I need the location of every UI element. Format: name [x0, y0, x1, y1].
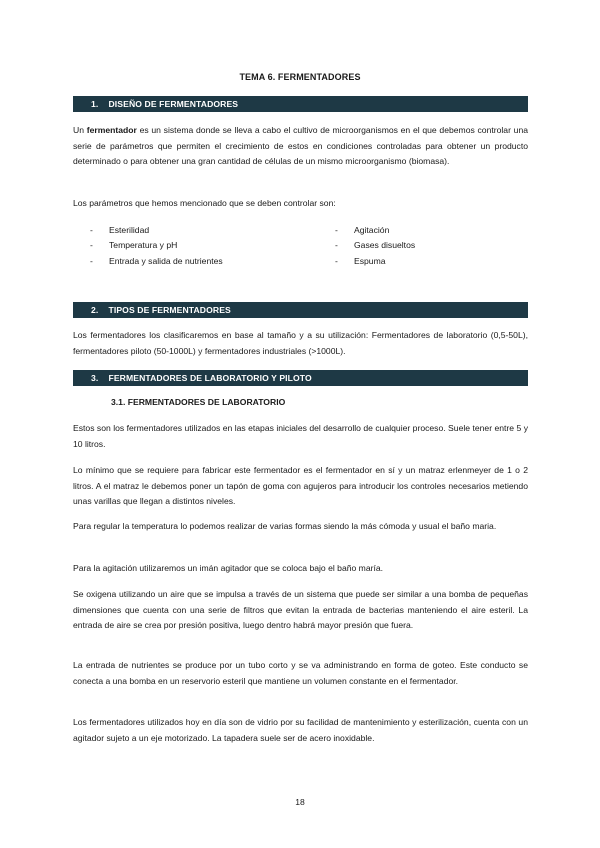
list-item: - Entrada y salida de nutrientes [90, 256, 223, 266]
body-paragraph: Los fermentadores utilizados hoy en día son de vidrio por su facilidad de mantenimiento y esterilización, cuenta con un agitador sujeto a un eje motorizado. La tapadera suele ser de acero inoxidable. [73, 717, 528, 743]
list-item: - Agitación [335, 225, 390, 235]
intro-paragraph: Un fermentador es un sistema donde se lleva a cabo el cultivo de microorganismos en el que debemos controlar una serie de parámetros que permiten el crecimiento de estos en condiciones controladas para obtener un producto determinado o para obtener una gran cantidad de células de un mismo microorganismo (biomasa). [73, 125, 529, 167]
body-paragraph: La entrada de nutrientes se produce por un tubo corto y se va administrando en forma de goteo. Este conducto se conecta a una bomba en un reservorio esteril que mantiene un volumen constante en el fermentador. [73, 660, 528, 686]
section-number: 1. [91, 99, 99, 109]
list-item: - Gases disueltos [335, 240, 416, 250]
fermentador-term: fermentador [86, 125, 137, 135]
section-number: 2. [91, 305, 99, 315]
section-number: 3. [91, 373, 99, 383]
list-item: - Temperatura y pH [90, 240, 178, 250]
body-paragraph: Lo mínimo que se requiere para fabricar este fermentador es el fermentador en sí y un matraz erlenmeyer de 1 o 2 litros. A el matraz le debemos poner un tapón de goma con agujeros para introducir los controles necesarios metiendo unas varillas que llegan a distintos niveles. [73, 465, 528, 507]
page-number: 18 [295, 797, 305, 807]
body-paragraph: Se oxigena utilizando un aire que se impulsa a través de un sistema que puede ser similar a una bomba de pequeñas dimensiones que cuenta con una serie de filtros que evitan la entrada de bacterias manteniendo el aire esteril. La entrada de aire se crea por presión positiva, luego dentro habrá mayor presión que fuera. [73, 589, 528, 631]
section-header-1 [73, 96, 528, 112]
list-item: - Espuma [335, 256, 386, 266]
params-intro: Los parámetros que hemos mencionado que se deben controlar son: [73, 198, 336, 208]
section-header-3 [73, 370, 528, 386]
body-paragraph: Para regular la temperatura lo podemos realizar de varias formas siendo la más cómoda y usual el baño maria. [73, 521, 497, 531]
section-label: DISEÑO DE FERMENTADORES [108, 99, 239, 109]
body-paragraph: Estos son los fermentadores utilizados en las etapas iniciales del desarrollo de cualquier proceso. Suele tener entre 5 y 10 litros. [73, 423, 528, 449]
list-item: - Esterilidad [90, 225, 150, 235]
tipos-paragraph: Los fermentadores los clasificaremos en base al tamaño y a su utilización: Fermentadores de laboratorio (0,5-50L), fermentadores piloto (50-1000L) y fermentadores industriales (>1000L). [73, 330, 528, 356]
section-header-2 [73, 302, 528, 318]
body-paragraph: Para la agitación utilizaremos un imán agitador que se coloca bajo el baño maría. [73, 563, 384, 573]
page-title: TEMA 6. FERMENTADORES [239, 72, 361, 82]
section-label: TIPOS DE FERMENTADORES [108, 305, 231, 315]
section-label: FERMENTADORES DE LABORATORIO Y PILOTO [108, 373, 312, 383]
subsection-title: 3.1. FERMENTADORES DE LABORATORIO [111, 397, 286, 407]
